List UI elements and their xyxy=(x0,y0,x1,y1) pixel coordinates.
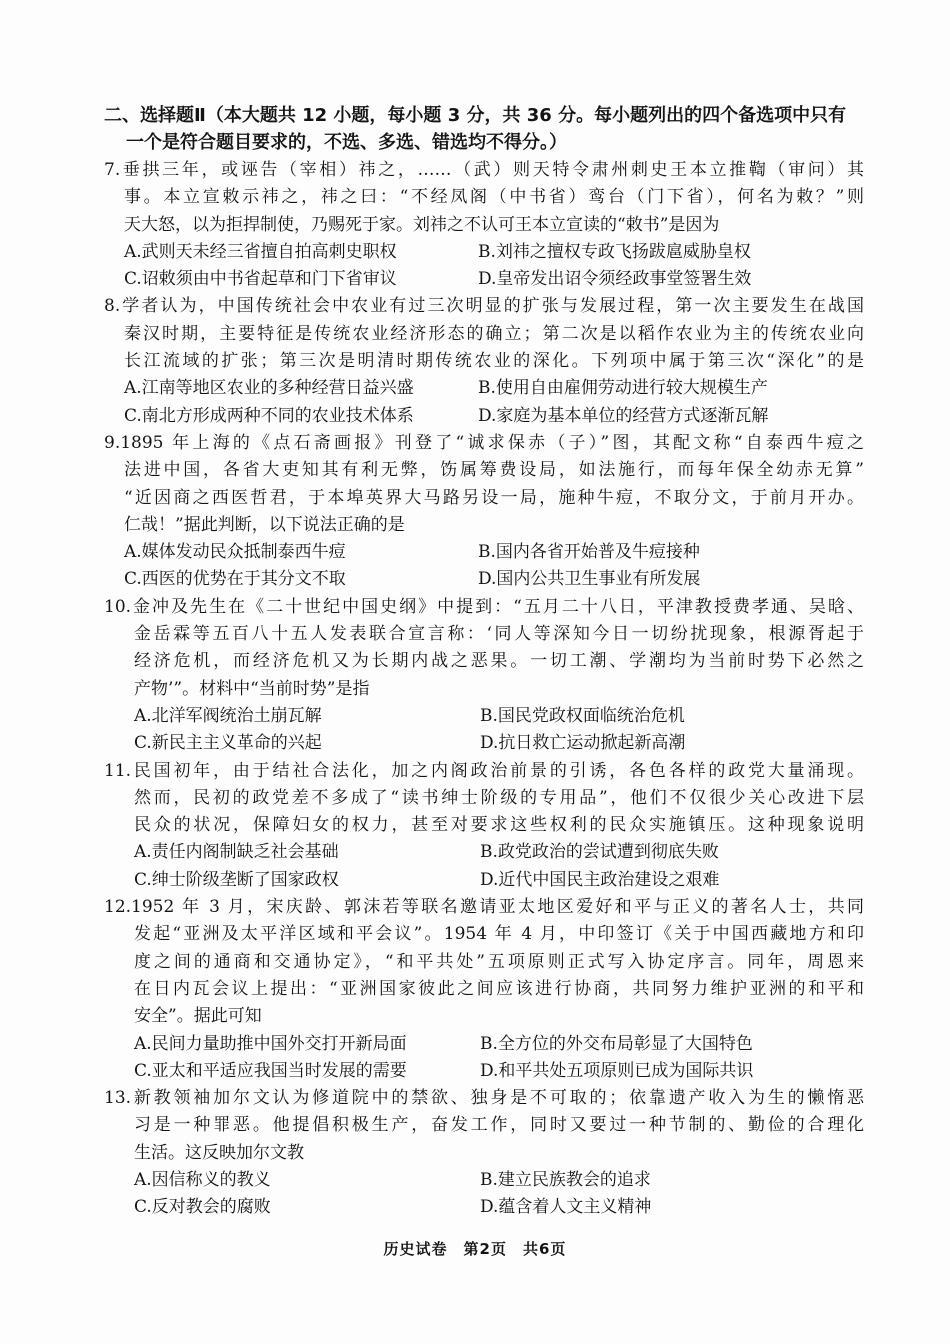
option-a[interactable]: A.武则天未经三省擅自拍高刺史职权 xyxy=(124,241,397,262)
stem-line: 事。本立宣敕示祎之，祎之曰：“不经凤阁（中书省）鸾台（门下省），何名为敕？”则 xyxy=(124,187,864,208)
stem-line: 金冲及先生在《二十世纪中国史纲》中提到：“五月二十八日，平津教授费孝通、吴晗、 xyxy=(131,596,864,617)
question-8 xyxy=(104,293,864,429)
question-stem xyxy=(104,293,864,375)
option-list xyxy=(104,1167,864,1222)
option-a[interactable]: A.责任内阁制缺乏社会基础 xyxy=(134,842,339,863)
option-c[interactable]: C.反对教会的腐败 xyxy=(134,1197,271,1218)
question-number: 11. xyxy=(104,760,132,781)
option-b[interactable]: B.国内各省开始普及牛痘接种 xyxy=(478,542,700,563)
stem-line: 生活。这反映加尔文教 xyxy=(134,1142,304,1163)
option-list xyxy=(104,703,864,758)
stem-line: 经济危机，而经济危机又为长期内战之恶果。一切工潮、学潮均为当前时势下必然之 xyxy=(134,651,864,672)
stem-line: 1952 年 3 月，宋庆龄、郭沫若等联名邀请亚太地区爱好和平与正义的著名人士，共同 xyxy=(131,897,864,918)
option-list xyxy=(104,1031,864,1086)
option-a[interactable]: A.北洋军阀统治土崩瓦解 xyxy=(134,705,322,726)
question-number: 7. xyxy=(104,160,121,180)
page-footer: 历史试卷 第2页 共6页 xyxy=(383,1240,567,1258)
stem-line: 金岳霖等五百八十五人发表联合宣言称：‘同人等深知今日一切纷扰现象，根源胥起于 xyxy=(134,624,864,645)
section-header xyxy=(104,102,864,156)
option-c[interactable]: C.南北方形成两种不同的农业技术体系 xyxy=(124,405,414,426)
question-list xyxy=(104,157,864,1222)
question-number: 9. xyxy=(104,432,121,453)
option-d[interactable]: D.和平共处五项原则已成为国际共识 xyxy=(480,1060,754,1081)
section-header-line-2: 一个是符合题目要求的，不选、多选、错选均不得分。） xyxy=(126,132,567,153)
question-number: 13. xyxy=(104,1088,132,1109)
question-stem xyxy=(104,758,864,840)
option-a[interactable]: A.媒体发动民众抵制泰西牛痘 xyxy=(124,542,346,563)
question-11 xyxy=(104,758,864,894)
option-d[interactable]: D.家庭为基本单位的经营方式逐渐瓦解 xyxy=(478,405,769,426)
option-c[interactable]: C.新民主主义革命的兴起 xyxy=(134,733,322,754)
option-list xyxy=(104,839,864,894)
stem-line: 民国初年，由于结社合法化，加之内阁政治前景的引诱，各色各样的政党大量涌现。 xyxy=(131,760,864,781)
option-d[interactable]: D.皇帝发出诏令须经政事堂签署生效 xyxy=(478,269,752,290)
question-number: 8. xyxy=(104,296,121,317)
question-number: 10. xyxy=(104,596,132,617)
question-stem xyxy=(104,430,864,539)
option-b[interactable]: B.政党政治的尝试遭到彻底失败 xyxy=(480,842,719,863)
option-list xyxy=(104,539,864,594)
stem-line: 天大怒，以为拒捍制使，乃赐死于家。刘祎之不认可王本立宣读的“敕书”是因为 xyxy=(124,214,720,235)
stem-line: 学者认为，中国传统社会中农业有过三次明显的扩张与发展过程，第一次主要发生在战国 xyxy=(120,296,864,317)
option-d[interactable]: D.近代中国民主政治建设之艰难 xyxy=(480,869,720,890)
stem-line: 然而，民初的政党差不多成了“读书绅士阶级的专用品”，他们不仅很少关心改进下层 xyxy=(134,787,864,808)
stem-line: 发起“亚洲及太平洋区域和平会议”。1954 年 4 月，中印签订《关于中国西藏地方和印 xyxy=(134,924,864,945)
option-b[interactable]: B.全方位的外交布局彰显了大国特色 xyxy=(480,1033,753,1054)
question-number: 12. xyxy=(104,897,132,918)
stem-line: 安全”。据此可知 xyxy=(134,1006,262,1027)
option-d[interactable]: D.蕴含着人文主义精神 xyxy=(480,1197,652,1218)
stem-line: 新教领袖加尔文认为修道院中的禁欲、独身是不可取的；依靠遗产收入为生的懒惰恶 xyxy=(131,1088,864,1109)
question-9 xyxy=(104,430,864,594)
stem-line: 仁哉！”据此判断，以下说法正确的是 xyxy=(124,514,405,535)
stem-line: 习是一种罪恶。他提倡积极生产，奋发工作，同时又要过一种节制的、勤俭的合理化 xyxy=(134,1115,864,1136)
question-stem xyxy=(104,1085,864,1167)
option-d[interactable]: D.国内公共卫生事业有所发展 xyxy=(478,569,701,590)
question-stem xyxy=(104,157,864,239)
option-c[interactable]: C.亚太和平适应我国当时发展的需要 xyxy=(134,1060,407,1081)
question-stem xyxy=(104,594,864,703)
option-a[interactable]: A.民间力量助推中国外交打开新局面 xyxy=(134,1033,407,1054)
option-b[interactable]: B.建立民族教会的追求 xyxy=(480,1169,651,1190)
section-header-line-1: 二、选择题Ⅱ（本大题共 12 小题，每小题 3 分，共 36 分。每小题列出的四个备选项中只有 xyxy=(104,105,847,126)
question-12 xyxy=(104,894,864,1085)
stem-line: 在日内瓦会议上提出：“亚洲国家彼此之间应该进行协商，共同努力维护亚洲的和平和 xyxy=(134,978,864,999)
stem-line: 垂拱三年，或诬告（宰相）祎之，……（武）则天特令肃州刺史王本立推鞫（审问）其 xyxy=(120,160,864,180)
question-10 xyxy=(104,594,864,758)
option-d[interactable]: D.抗日救亡运动掀起新高潮 xyxy=(480,733,686,754)
option-a[interactable]: A.江南等地区农业的多种经营日益兴盛 xyxy=(124,378,414,399)
stem-line: 产物’”。材料中“当前时势”是指 xyxy=(134,678,370,699)
option-c[interactable]: C.西医的优势在于其分文不取 xyxy=(124,569,346,590)
option-b[interactable]: B.使用自由雇佣劳动进行较大规模生产 xyxy=(478,378,768,399)
option-list xyxy=(104,375,864,430)
stem-line: “近因商之西医哲君，于本埠英界大马路另设一局，施种牛痘，不取分文，于前月开办。 xyxy=(124,487,864,508)
option-c[interactable]: C.诏敕须由中书省起草和门下省审议 xyxy=(124,269,397,290)
option-b[interactable]: B.刘祎之擅权专政飞扬跋扈威胁皇权 xyxy=(478,241,751,262)
question-7 xyxy=(104,157,864,293)
option-b[interactable]: B.国民党政权面临统治危机 xyxy=(480,705,685,726)
stem-line: 度之间的通商和交通协定》，“和平共处”五项原则正式写入协定序言。同年，周恩来 xyxy=(134,951,864,972)
stem-line: 长江流域的扩张；第三次是明清时期传统农业的深化。下列项中属于第三次“深化”的是 xyxy=(124,351,864,372)
stem-line: 民众的状况，保障妇女的权力，甚至对要求这些权利的民众实施镇压。这种现象说明 xyxy=(134,815,864,836)
stem-line: 秦汉时期，主要特征是传统农业经济形态的确立；第二次是以稻作农业为主的传统农业向 xyxy=(124,323,864,344)
question-13 xyxy=(104,1085,864,1221)
option-a[interactable]: A.因信称义的教义 xyxy=(134,1169,271,1190)
option-list xyxy=(104,239,864,294)
question-stem xyxy=(104,894,864,1030)
stem-line: 1895 年上海的《点石斋画报》刊登了“诚求保赤（子）”图，其配文称“自泰西牛痘之 xyxy=(120,432,864,453)
option-c[interactable]: C.绅士阶级垄断了国家政权 xyxy=(134,869,339,890)
stem-line: 法进中国，各省大吏知其有利无弊，饬属筹费设局，如法施行，而每年保全幼赤无算” xyxy=(124,460,864,481)
